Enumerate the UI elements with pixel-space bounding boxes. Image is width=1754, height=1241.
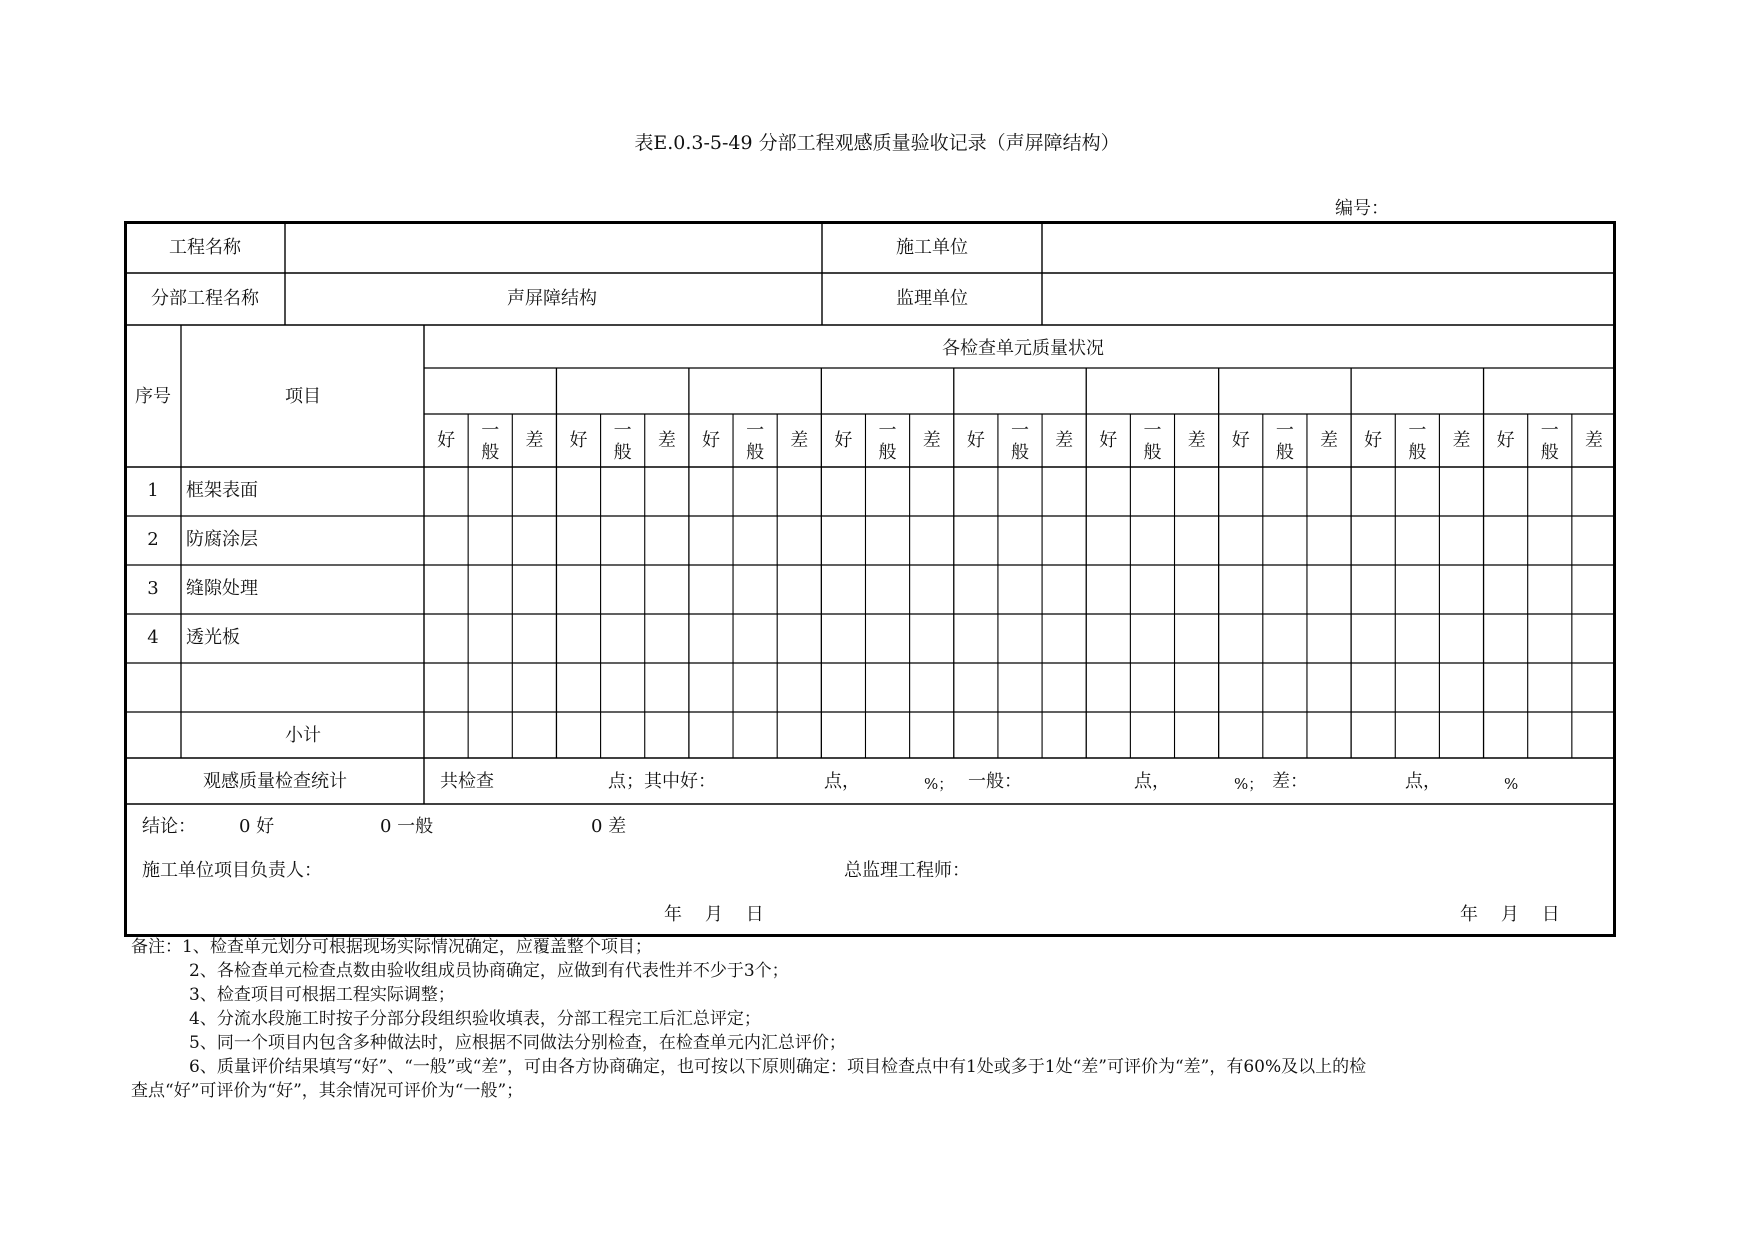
builder-label: 施工单位 [896,237,968,258]
grade-header-normal: 一 般 [613,420,632,463]
grade-header-bad: 差 [657,430,676,451]
grade-header-normal: 一 般 [1540,420,1559,463]
grade-header-good: 好 [834,430,853,451]
grade-header-bad: 差 [525,430,544,451]
remark-5: 5、同一个项目内包含多种做法时，应根据不同做法分别检查，在检查单元内汇总评价； [189,1033,846,1053]
grade-header-bad: 差 [790,430,809,451]
stats-total: 共检查 [440,771,494,792]
units-quality-header: 各检查单元质量状况 [942,338,1104,359]
grade-header-normal: 一 般 [1275,420,1294,463]
remark-4: 4、分流水段施工时按子分部分段组织验收填表，分部工程完工后汇总评定； [189,1009,761,1029]
grade-header-good: 好 [1099,430,1118,451]
chief-supervisor-label: 总监理工程师： [844,860,970,881]
remark-6-continued: 查点“好”可评价为“好”，其余情况可评价为“一般”； [131,1081,524,1101]
conclusion-good: 0 好 [239,816,275,837]
row-seq: 4 [147,627,159,648]
sub-project-value: 声屏障结构 [507,288,597,309]
grade-header-normal: 一 般 [1143,420,1162,463]
remark-1: 备注：1、检查单元划分可根据现场实际情况确定，应覆盖整个项目； [131,937,652,957]
row-seq: 1 [147,480,159,501]
builder-date: 年 月 日 [664,904,764,925]
conclusion-bad: 0 差 [591,816,627,837]
code-label: 编号： [1335,198,1389,219]
row-seq: 3 [147,578,159,599]
item-header: 项目 [285,386,321,407]
grade-header-normal: 一 般 [1011,420,1029,463]
row-seq: 2 [147,529,159,550]
stats-percent-2: %； [1234,775,1264,793]
stats-percent-1: %； [924,775,954,793]
row-item: 透光板 [186,627,240,648]
remark-3: 3、检查项目可根据工程实际调整； [189,985,455,1005]
stats-points-good: 点；其中好： [608,771,716,792]
seq-header: 序号 [135,386,171,407]
grade-header-good: 好 [1231,430,1250,451]
grade-header-bad: 差 [922,430,941,451]
remark-2: 2、各检查单元检查点数由验收组成员协商确定，应做到有代表性并不少于3个； [189,961,789,981]
project-name-label: 工程名称 [169,237,241,258]
supervisor-label: 监理单位 [896,288,968,309]
grade-header-good: 好 [569,430,588,451]
stats-bad: 差： [1272,771,1308,792]
grade-header-bad: 差 [1584,430,1603,451]
row-item: 框架表面 [186,480,258,501]
grade-header-good: 好 [966,430,985,451]
subtotal-label: 小计 [285,725,321,746]
stats-points-1: 点， [824,771,860,792]
grade-header-normal: 一 般 [746,420,765,463]
grade-header-bad: 差 [1452,430,1471,451]
row-item: 防腐涂层 [186,529,258,550]
grade-header-good: 好 [437,430,456,451]
grade-header-good: 好 [1364,430,1383,451]
table-border [126,223,1615,936]
remark-6: 6、质量评价结果填写“好”、“一般”或“差”，可由各方协商确定，也可按以下原则确定：项目检查点中有1处或多于1处“差”可评价为“差”，有60%及以上的检 [189,1057,1367,1077]
acceptance-table [124,221,1616,937]
stats-label: 观感质量检查统计 [203,771,347,792]
grade-header-good: 好 [1496,430,1515,451]
table-grid-lines [124,221,1616,937]
page-title: 表E.0.3-5-49 分部工程观感质量验收记录（声屏障结构） [634,132,1120,154]
builder-head-label: 施工单位项目负责人： [142,860,322,881]
row-item: 缝隙处理 [186,578,258,599]
conclusion-label: 结论： [142,816,196,837]
stats-normal: 一般： [968,771,1022,792]
grade-header-good: 好 [701,430,720,451]
grade-header-normal: 一 般 [481,420,500,463]
stats-percent-3: % [1504,775,1519,793]
supervisor-date: 年 月 日 [1460,904,1560,925]
grade-header-bad: 差 [1055,430,1074,451]
grade-header-bad: 差 [1320,430,1339,451]
stats-points-2: 点， [1134,771,1170,792]
sub-project-label: 分部工程名称 [151,288,259,309]
grade-header-normal: 一 般 [1408,420,1427,463]
grade-header-normal: 一 般 [878,420,897,463]
conclusion-normal: 0 一般 [380,816,434,837]
grade-header-bad: 差 [1187,430,1206,451]
remarks [131,935,1621,1103]
stats-points-3: 点， [1405,771,1441,792]
